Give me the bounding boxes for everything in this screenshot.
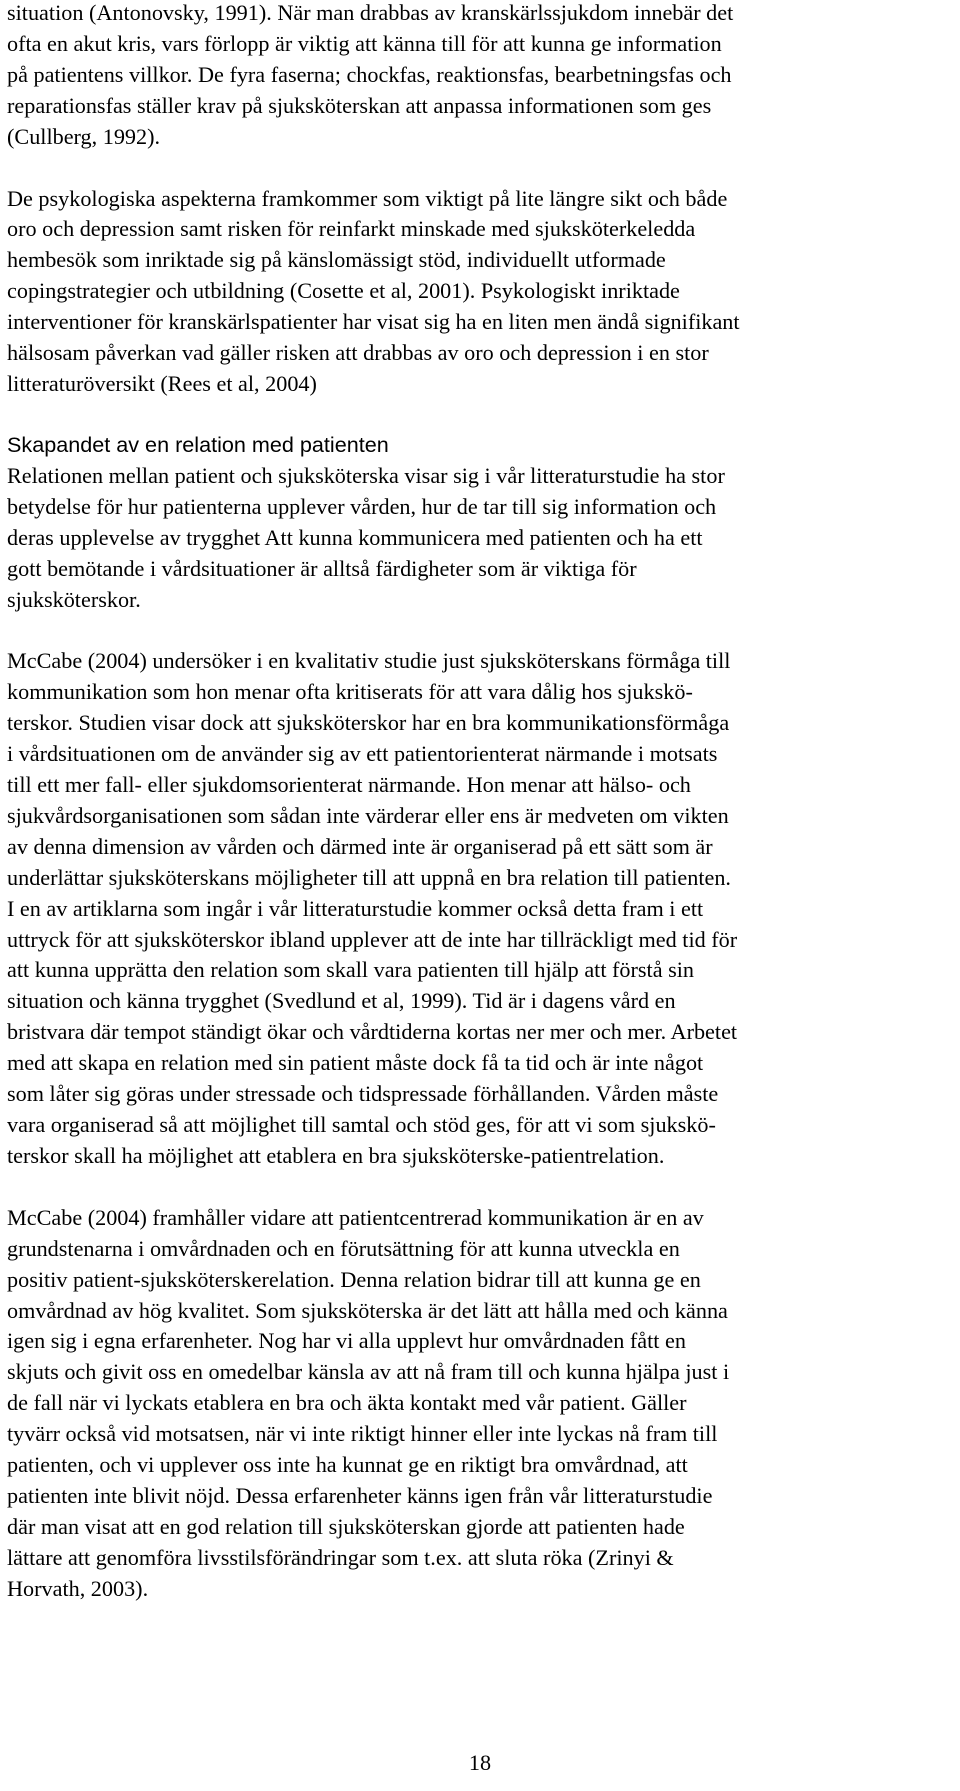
text-line: I en av artiklarna som ingår i vår litteraturstudie kommer också detta fram i ett (7, 895, 704, 921)
paragraph (7, 184, 951, 400)
text-line: tyvärr också vid motsatsen, när vi inte riktigt hinner eller inte lyckas nå fram till (7, 1421, 718, 1447)
text-line: underlättar sjuksköterskans möjligheter till att uppnå en bra relation till patienten. (7, 864, 731, 890)
text-line: av denna dimension av vården och därmed inte är organiserad på ett sätt som är (7, 833, 713, 859)
text-line: ofta en akut kris, vars förlopp är viktig att känna till för att kunna ge information (7, 30, 722, 56)
text-line: McCabe (2004) undersöker i en kvalitativ studie just sjuksköterskans förmåga till (7, 648, 731, 674)
text-line: hälsosam påverkan vad gäller risken att drabbas av oro och depression i en stor (7, 340, 709, 366)
text-line: terskor. Studien visar dock att sjuksköterskor har en bra kommunikationsförmåga (7, 710, 730, 736)
text-line: interventioner för kranskärlspatienter har visat sig ha en liten men ändå signifikant (7, 309, 740, 335)
text-line: skjuts och givit oss en omedelbar känsla av att nå fram till och kunna hjälpa just i (7, 1359, 730, 1385)
paragraph (7, 1203, 951, 1605)
text-line: i vårdsituationen om de använder sig av ett patientorienterat närmande i motsats (7, 741, 718, 767)
text-line: patienten, och vi upplever oss inte ha kunnat ge en riktigt bra omvårdnad, att (7, 1452, 688, 1478)
text-line: Relationen mellan patient och sjuksköterska visar sig i vår litteraturstudie ha stor (7, 462, 725, 488)
text-line: litteraturöversikt (Rees et al, 2004) (7, 370, 317, 396)
text-line: reparationsfas ställer krav på sjuksköterskan att anpassa informationen som ges (7, 92, 712, 118)
text-line: som låter sig göras under stressade och tidspressade förhållanden. Vården måste (7, 1081, 719, 1107)
paragraph (7, 461, 951, 616)
text-line: situation och känna trygghet (Svedlund et al, 1999). Tid är i dagens vård en (7, 988, 676, 1014)
text-line: där man visat att en god relation till sjuksköterskan gjorde att patienten hade (7, 1513, 685, 1539)
text-line: de fall när vi lyckats etablera en bra och äkta kontakt med vår patient. Gäller (7, 1390, 687, 1416)
paragraph (7, 0, 951, 153)
text-line: oro och depression samt risken för reinfarkt minskade med sjuksköterkeledda (7, 216, 696, 242)
text-line: hembesök som inriktade sig på känslomässigt stöd, individuellt utformade (7, 247, 666, 273)
text-line: på patientens villkor. De fyra faserna; chockfas, reaktionsfas, bearbetningsfas och (7, 61, 732, 87)
text-line: deras upplevelse av trygghet Att kunna kommunicera med patienten och ha ett (7, 524, 703, 550)
text-line: betydelse för hur patienterna upplever vården, hur de tar till sig information och (7, 493, 717, 519)
intro-section (7, 0, 951, 400)
text-line: sjuksköterskor. (7, 586, 141, 612)
text-line: Horvath, 2003). (7, 1575, 149, 1601)
relation-section (7, 461, 951, 1605)
text-line: igen sig i egna erfarenheter. Nog har vi alla upplevt hur omvårdnaden fått en (7, 1328, 686, 1354)
text-line: situation (Antonovsky, 1991). När man drabbas av kranskärlssjukdom innebär det (7, 0, 734, 25)
text-line: uttryck för att sjuksköterskor ibland upplever att de inte har tillräckligt med tid för (7, 926, 738, 952)
text-line: copingstrategier och utbildning (Cosette et al, 2001). Psykologiskt inriktade (7, 278, 680, 304)
text-line: till ett mer fall- eller sjukdomsorienterat närmande. Hon menar att hälso- och (7, 772, 691, 798)
text-line: omvårdnad av hög kvalitet. Som sjuksköterska är det lätt att hålla med och känna (7, 1297, 728, 1323)
text-line: vara organiserad så att möjlighet till samtal och stöd ges, för att vi som sjukskö- (7, 1112, 716, 1137)
text-line: grundstenarna i omvårdnaden och en förutsättning för att kunna utveckla en (7, 1235, 680, 1261)
page-number: 18 (468, 1750, 492, 1775)
text-line: De psykologiska aspekterna framkommer som viktigt på lite längre sikt och både (7, 185, 728, 211)
text-line: lättare att genomföra livsstilsförändringar som t.ex. att sluta röka (Zrinyi & (7, 1544, 674, 1570)
text-line: patienten inte blivit nöjd. Dessa erfarenheter känns igen från vår litteraturstudie (7, 1482, 713, 1508)
text-line: med att skapa en relation med sin patient måste dock få ta tid och är inte något (7, 1050, 704, 1076)
text-line: att kunna upprätta den relation som skall vara patienten till hjälp att förstå sin (7, 957, 694, 983)
text-line: kommunikation som hon menar ofta kritiserats för att vara dålig hos sjukskö- (7, 679, 693, 705)
text-line: McCabe (2004) framhåller vidare att patientcentrerad kommunikation är en av (7, 1204, 704, 1230)
text-line: positiv patient-sjuksköterskerelation. Denna relation bidrar till att kunna ge en (7, 1266, 701, 1292)
text-line: (Cullberg, 1992). (7, 123, 161, 149)
paragraph (7, 646, 951, 1171)
text-line: gott bemötande i vårdsituationer är alltså färdigheter som är viktiga för (7, 555, 637, 581)
section-heading: Skapandet av en relation med patienten (7, 431, 389, 457)
text-line: bristvara där tempot ständigt ökar och vårdtiderna kortas ner mer och mer. Arbetet (7, 1019, 738, 1045)
text-line: terskor skall ha möjlighet att etablera en bra sjuksköterske-patientrelation. (7, 1142, 665, 1168)
text-line: sjukvårdsorganisationen som sådan inte värderar eller ens är medveten om vikten (7, 802, 729, 828)
